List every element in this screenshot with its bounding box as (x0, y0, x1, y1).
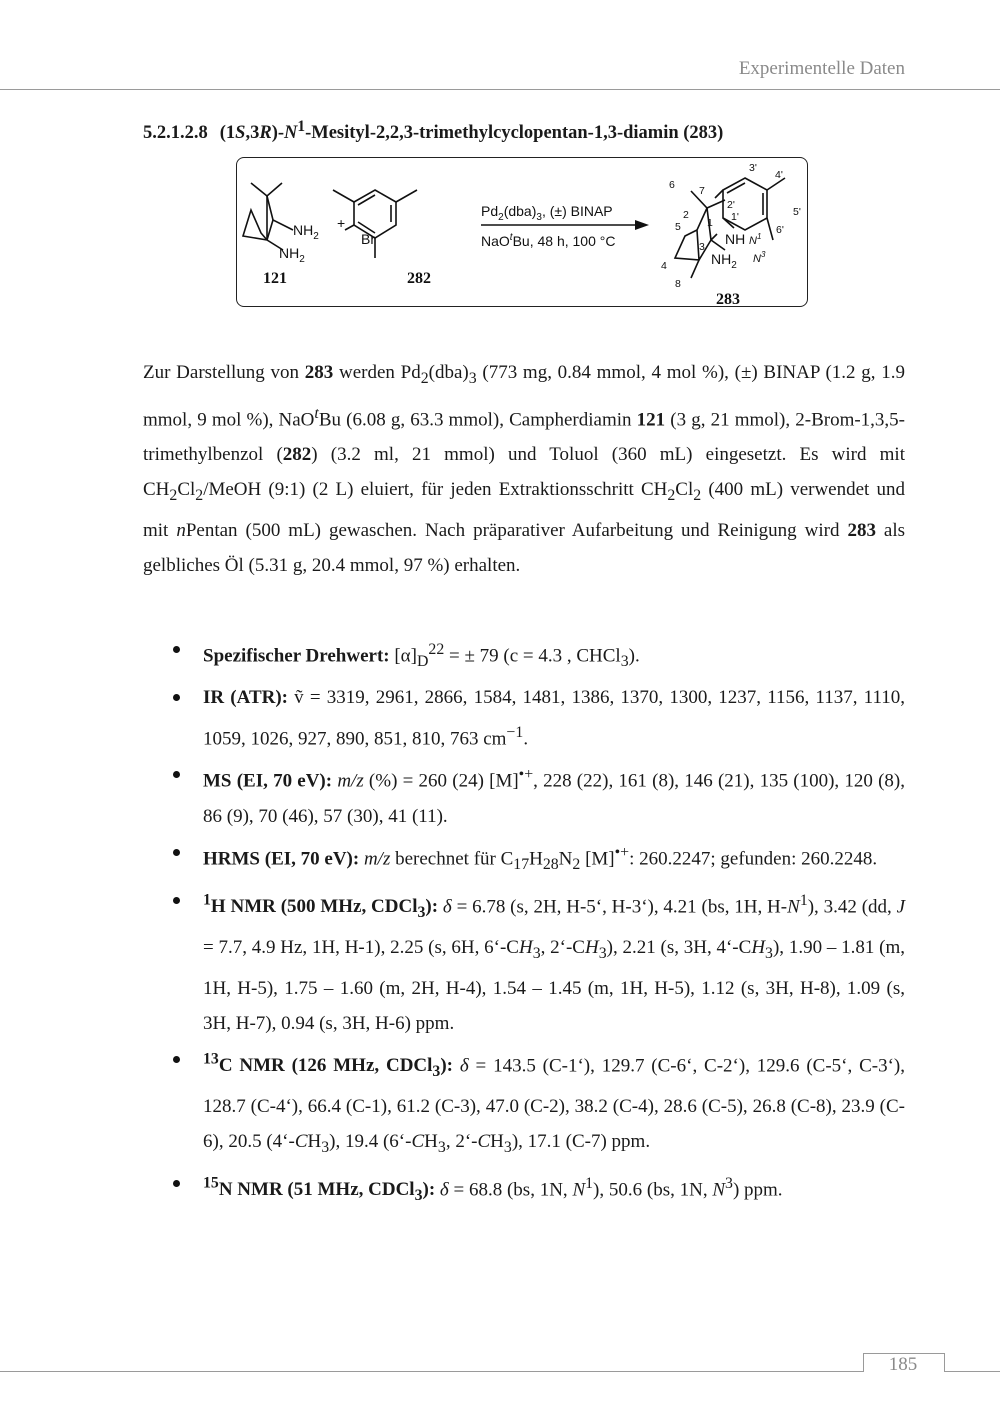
br-label: Br (361, 231, 375, 247)
list-item-hrms: HRMS (EI, 70 eV): m/z berechnet für $C_{17}H_{28}N_2$ [M]•+: 260.2247; gefunden: 260.2248. (173, 835, 905, 882)
footer-rule (0, 1371, 1000, 1372)
atom-label: 4' (775, 169, 783, 181)
title-part: )- (271, 123, 285, 144)
title-part: ,3 (245, 123, 260, 144)
list-item-1h-nmr: $^1$H NMR (500 MHz, CDCl$_3$): δ = 6.78 (s, 2H, H-5‘, H-3‘), 4.21 (bs, 1H, $H-N^1$), 3.42 (dd, J = 7.7, 4.9 Hz, 1H, H-1), 2.25 (s, 6H, $6‘-CH_3$, $2‘-CH_3$), 2.21 (s, 3H, $4‘-CH_3$), 1.90 – 1.81 (m, 1H, H-5), 1.75 – 1.60 (m, 2H, H-4), 1.54 – 1.45 (m, 1H, H-5), 1.12 (s, 3H, H-8), 1.09 (s, 3H, H-7), 0.94 (s, 3H, H-6) ppm. (173, 883, 905, 1041)
conditions-line-1: $Pd_2(dba)_3$, (±) BINAP (481, 203, 613, 223)
nh-label: NH (725, 231, 746, 247)
compound-283-label: 283 (716, 291, 740, 306)
list-item-15n-nmr: $^{15}$N NMR (51 MHz, CDCl$_3$): δ = 68.8 (bs, 1N, $N^1$), 50.6 (bs, 1N, $N^3$) ppm. (173, 1166, 905, 1213)
scheme-drawing (237, 158, 807, 306)
atom-label: 3' (749, 162, 757, 174)
list-item-13c-nmr: $^{13}$C NMR (126 MHz, CDCl$_3$): δ = 143.5 (C-1‘), 129.7 (C-6‘, C-2‘), 129.6 (C-5‘, C-3‘), 128.7 (C-4‘), 66.4 (C-1), 61.2 (C-3), 47.0 (C-2), 38.2 (C-4), 28.6 (C-5), 26.8 (C-8), 23.9 (C-6), 20.5 $(4‘-CH_3)$, 19.4 ($6‘-CH_3$, $2‘-CH_3$), 17.1 (C-7) ppm. (173, 1042, 905, 1165)
atom-label: 4 (661, 260, 667, 272)
atom-label: 1' (731, 211, 739, 223)
nh2-label-2: $NH_2$ (279, 245, 305, 265)
title-part: -Mesityl-2,2,3-trimethylcyclopentan-1,3-diamin (283) (305, 123, 724, 144)
section-title (143, 118, 723, 144)
list-item-ir: IR (ATR): ṽ = 3319, 2961, 2866, 1584, 1481, 1386, 1370, 1300, 1237, 1156, 1137, 1110, 1059, 1026, 927, 890, 851, 810, 763 $cm^{-1}$. (173, 680, 905, 756)
title-part: (1 (219, 123, 236, 144)
atom-label: 7 (699, 185, 705, 197)
conditions-line-2: NaO$^t$Bu, 48 h, 100 °C (481, 232, 616, 249)
atom-label: 6' (776, 224, 784, 236)
atom-label: 6 (669, 179, 675, 191)
title-sup: 1 (297, 118, 306, 135)
characterization-list (173, 632, 905, 1214)
reaction-scheme (236, 157, 808, 307)
atom-label: 2' (727, 199, 735, 211)
atom-label: 5' (793, 206, 801, 218)
title-italic-n: N (284, 123, 298, 144)
compound-282-label: 282 (407, 270, 431, 287)
list-item-rotation: Spezifischer Drehwert: $[\alpha]_D^{22}$ = ± 79 (c = 4.3 , CHCl$_3$). (173, 632, 905, 679)
atom-label: 3 (699, 241, 705, 253)
atom-label: 1 (707, 217, 713, 229)
atom-label: 5 (675, 221, 681, 233)
title-italic-s: S (235, 123, 246, 144)
compound-121-label: 121 (263, 270, 287, 287)
running-head: Experimentelle Daten (738, 58, 905, 79)
section-number: 5.2.1.2.8 (143, 123, 208, 144)
list-item-ms: MS (EI, 70 eV): m/z (%) = 260 (24) [M]•+, 228 (22), 161 (8), 146 (21), 135 (100), 120 (8), 86 (9), 70 (46), 57 (30), 41 (11). (173, 757, 905, 833)
n3-label: $N^3$ (753, 250, 766, 265)
atom-label: 8 (675, 278, 681, 290)
procedure-paragraph: Zur Darstellung von 283 werden $Pd_2(dba)_3$ (773 mg, 0.84 mmol, 4 mol %), (±) BINAP (1.2 g, 1.9 mmol, 9 mol %), NaO$^t$Bu (6.08 g, 63.3 mmol), Campherdiamin 121 (3 g, 21 mmol), 2-Brom-1,3,5-trimethylbenzol (282) (3.2 ml, 21 mmol) und Toluol (360 mL) eingesetzt. Es wird mit $CH_2Cl_2$/MeOH (9:1) (2 L) eluiert, für jeden Extraktionsschritt $CH_2Cl_2$ (400 mL) verwendet und mit nPentan (500 mL) gewaschen. Nach präparativer Aufarbeitung und Reinigung wird 283 als gelbliches Öl (5.31 g, 20.4 mmol, 97 %) erhalten. (143, 362, 906, 576)
atom-label: 2 (683, 209, 689, 221)
title-italic-r: R (259, 123, 272, 144)
header-rule (0, 89, 1000, 90)
nh2-label-1: $NH_2$ (293, 222, 319, 242)
plus-sign: + (337, 215, 346, 231)
nh2-label-product: $NH_2$ (711, 251, 737, 271)
n1-label: $N^1$ (749, 232, 762, 247)
page-number: 185 (888, 1354, 918, 1375)
